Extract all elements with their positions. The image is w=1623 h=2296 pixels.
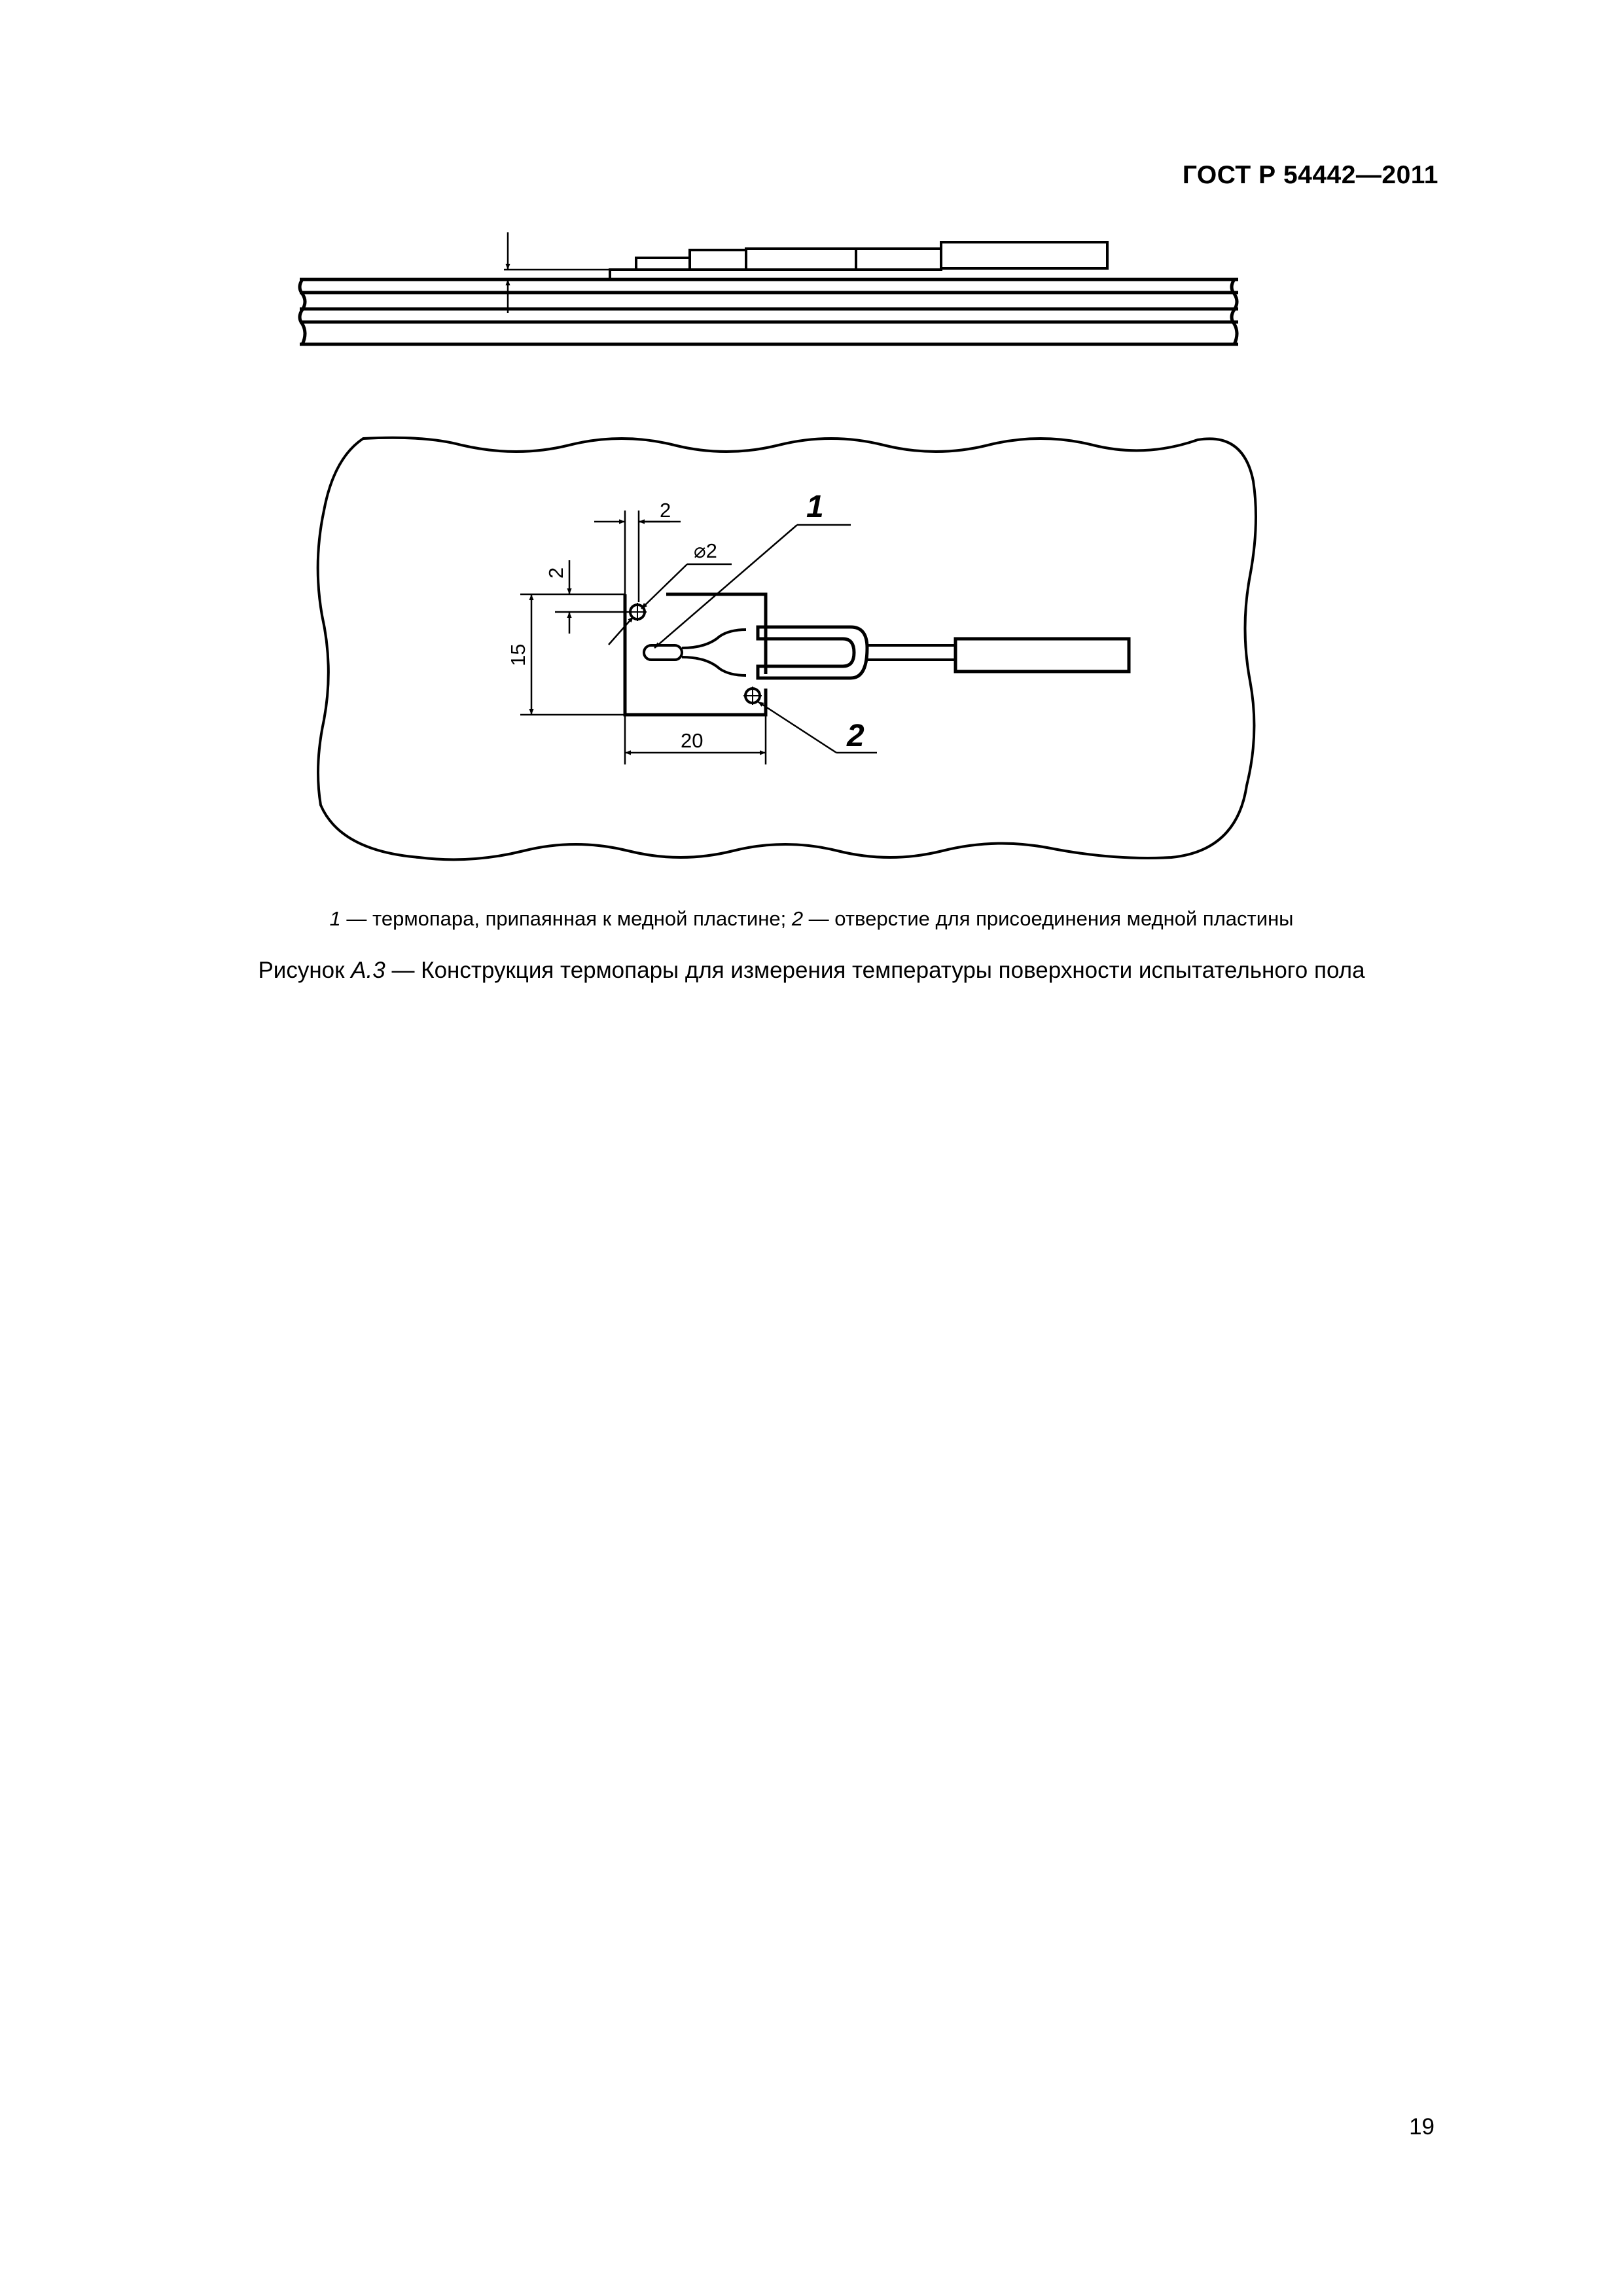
legend-item2-text: — отверстие для присоединения медной пластины — [803, 907, 1294, 930]
document-code: ГОСТ Р 54442—2011 — [1182, 161, 1438, 189]
caption-title: — Конструкция термопары для измерения температуры поверхности испытательного пола — [385, 958, 1365, 983]
dim-hole-offset: 2 — [544, 567, 567, 579]
plan-view — [318, 438, 1256, 860]
legend-item2-number: 2 — [791, 907, 804, 930]
legend-item1-number: 1 — [329, 907, 341, 930]
dim-top-gap: 2 — [660, 499, 671, 522]
callout-2: 2 — [847, 719, 865, 753]
figure-caption — [0, 958, 1623, 984]
legend-item1-text: — термопара, припаянная к медной пластине; — [340, 907, 792, 930]
callout-1: 1 — [806, 490, 824, 524]
caption-number: А.3 — [351, 958, 385, 983]
dim-plate-height: 15 — [507, 643, 529, 666]
dim-hole-diameter: ⌀2 — [694, 539, 717, 562]
caption-prefix: Рисунок — [258, 958, 351, 983]
page-number: 19 — [1409, 2114, 1435, 2140]
figure-legend — [0, 907, 1623, 931]
section-view — [300, 232, 1238, 344]
dim-plate-width: 20 — [681, 729, 704, 752]
